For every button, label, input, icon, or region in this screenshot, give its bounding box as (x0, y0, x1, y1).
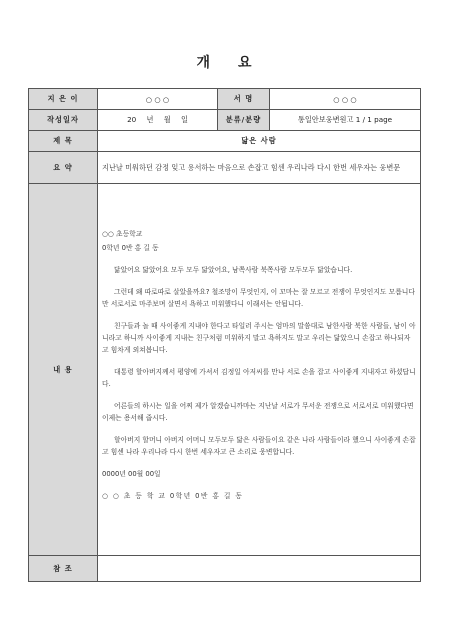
subject-value: 닮은 사람 (98, 131, 421, 152)
speech-paragraph: 닮았어요 닮았어요 모두 모두 닮았어요, 남쪽사람 북쪽사람 모두모두 닮았습니다. (114, 265, 353, 274)
summary-value: 지난날 미워하던 감정 잊고 용서하는 마음으로 손잡고 힘센 우리나라 다시 한번 세우자는 웅변문 (98, 152, 421, 184)
reference-value (98, 556, 421, 582)
title-char: 요 (238, 55, 254, 71)
speech-signature: ○ ○ 초 등 학 교 0학년 0반 홍 길 동 (102, 491, 244, 500)
content-body (98, 184, 421, 556)
overview-form (28, 88, 421, 582)
reference-row (29, 556, 421, 582)
subject-row (29, 131, 421, 152)
speech-paragraph: 대통령 할아버지께서 평양에 가셔서 김정일 아저씨를 만나 서로 손을 잡고 사이좋게 지내자고 하셨답니다. (102, 367, 416, 388)
date-label: 작성일자 (29, 110, 98, 131)
summary-label: 요 약 (29, 152, 98, 184)
page-title (0, 52, 450, 72)
student-line: 0학년 0반 홍 길 동 (102, 243, 159, 252)
author-row (29, 89, 421, 110)
content-label: 내 용 (29, 184, 98, 556)
school-line: ○○ 초등학교 (102, 229, 143, 238)
signature-value: ○ ○ ○ (270, 89, 421, 110)
date-row (29, 110, 421, 131)
content-row (29, 184, 421, 556)
speech-date: 0000년 00월 00일 (102, 469, 161, 478)
author-label: 지 은 이 (29, 89, 98, 110)
date-value: 20 년 월 일 (98, 110, 218, 131)
subject-label: 제 목 (29, 131, 98, 152)
speech-paragraph: 어른들의 하시는 일을 어찌 제가 알겠습니까마는 지난날 서로가 무서운 전쟁으로 서로서로 미워했다면 이제는 용서해 줍시다. (102, 401, 414, 422)
title-char: 개 (196, 55, 212, 71)
category-value: 통일안보웅변원고 1 / 1 page (270, 110, 421, 131)
author-value: ○ ○ ○ (98, 89, 218, 110)
reference-label: 참 조 (29, 556, 98, 582)
speech-paragraph: 그런데 왜 따로따로 살았을까요? 철조망이 무엇인지, 이 꼬마는 잘 모르고 전쟁이 무엇인지도 모릅니다만 서로서로 마주보며 살면서 욕하고 미워했다니 이래서는 안됩니다. (102, 287, 415, 308)
speech-paragraph: 할아버지 할머니 아버지 어머니 모두모두 닮은 사람들이요 같은 나라 사람들이라 했으니 사이좋게 손잡고 힘센 나라 우리나라 다시 한번 세우자고 큰 소리로 웅변합니다. (102, 435, 416, 456)
category-label: 분류/분량 (218, 110, 270, 131)
signature-label: 서 명 (218, 89, 270, 110)
summary-row (29, 152, 421, 184)
speech-paragraph: 친구들과 놀 때 사이좋게 지내야 한다고 타일러 주시는 엄마의 말씀대로 남한사람 북한 사람들, 남이 아니라고 하니까 사이좋게 지내는 친구처럼 미워하지 말고 욕하지도 말고 우리는 닮았으니 손잡고 하나되자고 힘차게 외쳐봅니다. (102, 321, 416, 354)
